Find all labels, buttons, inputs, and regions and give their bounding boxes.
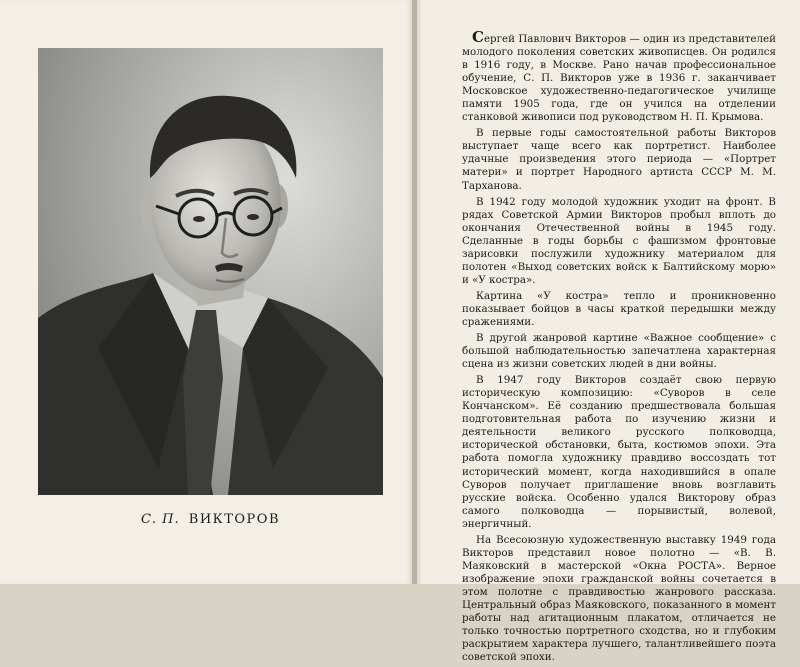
paragraph-4: Картина «У костра» тепло и проникновенно показывает бойцов в часы краткой передышки между сражениями. [462,289,776,328]
biography-text [462,28,776,667]
paragraph-3: В 1942 году молодой художник уходит на фронт. В рядах Советской Армии Викторов пробыл вплоть до окончания Отечественной войны в 1945 году. Сделанные в годы борьбы с фашизмом фронтовые зарисовки послужили художнику материалом для полотен «Выход советских войск к Балтийскому морю» и «У костра». [462,195,776,286]
caption-initials: С. П. [140,512,180,527]
paragraph-2: В первые годы самостоятельной работы Викторов выступает чаще всего как портретист. Наиболее удачные произведения этого периода — «Портрет матери» и портрет Народного артиста СССР М. М. Тарханова. [462,127,776,192]
paragraph-5: В другой жанровой картине «Важное сообщение» с большой наблюдательностью запечатлена характерная сцена из жизни советских людей в дни войны. [462,332,776,371]
drop-cap: С [472,28,484,46]
paragraph-1 [462,28,776,124]
paragraph-7: На Всесоюзную художественную выставку 1949 года Викторов представил новое полотно — «В. В. Маяковский в мастерской «Окна РОСТА». Верное изображение эпохи гражданской войны сочетается в этом полотне с правдивостью жанрового рассказа. Центральный образ Маяковского, показанного в момент работы над агитационным плакатом, отличается не только точностью портретного сходства, но и глубоким раскрытием характера лучшего, талантливейшего поэта советской эпохи. [462,533,776,664]
caption-surname: ВИКТОРОВ [188,512,281,527]
left-page [0,0,412,584]
portrait-caption [38,512,383,527]
paragraph-1-text: ергей Павлович Викторов — один из представителей молодого поколения советских живописцев. Он родился в 1916 году, в Москве. Рано начав профессиональное обучение, С. П. Викторов уже в 1936 г. заканчивает Московское художественно-педагогическое училище памяти 1905 года, где он учился на отделении станковой живописи под руководством Н. П. Крымова. [462,33,776,124]
paragraph-6: В 1947 году Викторов создаёт свою первую историческую композицию: «Суворов в селе Кончанском». Её созданию предшествовала большая подготовительная работа по изучению жизни и деятельности великого русского полководца, исторической обстановки, быта, костюмов эпохи. Эта работа помогла художнику правдиво воссоздать тот исторический момент, когда находившийся в опале Суворов получает приглашение вновь возглавить русские войска. Особенно удался Викторову образ самого полководца — порывистый, волевой, энергичный. [462,374,776,530]
portrait-photo [38,48,383,495]
